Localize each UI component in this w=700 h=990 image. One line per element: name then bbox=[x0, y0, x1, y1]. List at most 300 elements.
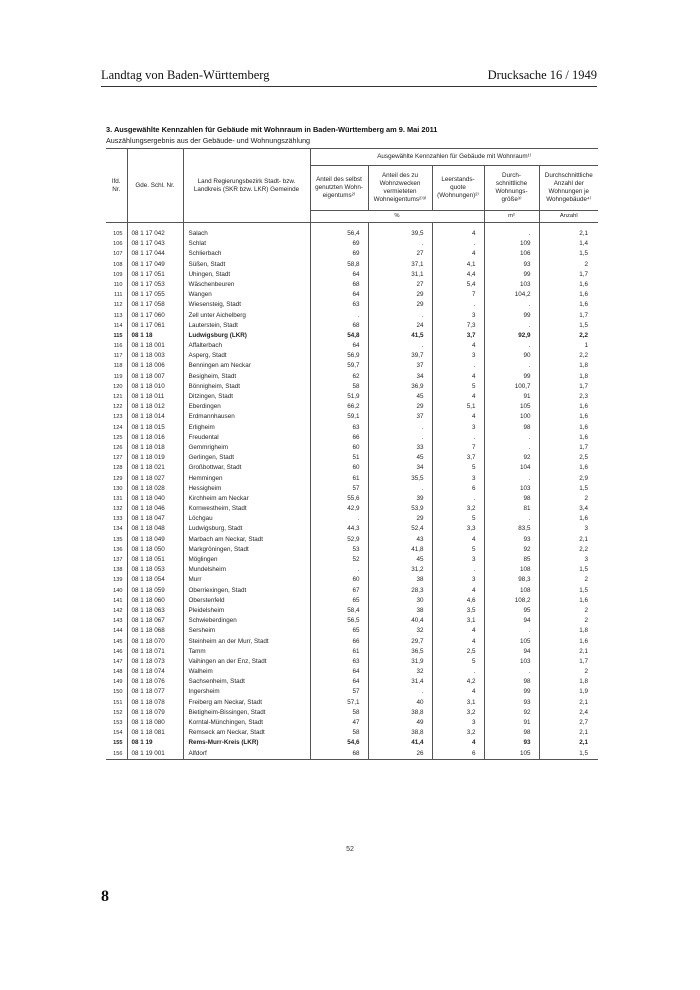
cell-avg-size: 108,2 bbox=[484, 596, 539, 606]
cell-owner-occupied: 63 bbox=[310, 300, 368, 310]
cell-gemeinde-code: 08 1 17 058 bbox=[127, 300, 183, 310]
cell-gemeinde-code: 08 1 18 001 bbox=[127, 341, 183, 351]
cell-gemeinde-code: 08 1 18 016 bbox=[127, 433, 183, 443]
cell-avg-size: 93 bbox=[484, 535, 539, 545]
statistics-table bbox=[106, 148, 598, 760]
cell-gemeinde-code: 08 1 17 044 bbox=[127, 249, 183, 259]
cell-avg-size: 94 bbox=[484, 647, 539, 657]
cell-vacancy-rate: 4 bbox=[432, 341, 484, 351]
cell-avg-units: 1,7 bbox=[579, 657, 589, 665]
cell-gemeinde-code: 08 1 18 078 bbox=[127, 698, 183, 708]
cell-owner-occupied: 59,7 bbox=[310, 361, 368, 371]
cell-gemeinde-code: 08 1 18 049 bbox=[127, 535, 183, 545]
cell-owner-occupied: 69 bbox=[310, 249, 368, 259]
cell-owner-occupied: 64 bbox=[310, 270, 368, 280]
cell-vacancy-rate: 3,2 bbox=[432, 708, 484, 718]
cell-gemeinde-code: 08 1 18 006 bbox=[127, 361, 183, 371]
cell-owner-occupied: . bbox=[310, 565, 368, 575]
cell-lfd-nr: 117 bbox=[106, 351, 127, 361]
cell-avg-units: 2,9 bbox=[579, 474, 589, 482]
cell-gemeinde-code: 08 1 18 053 bbox=[127, 565, 183, 575]
cell-owner-occupied: 52,9 bbox=[310, 535, 368, 545]
cell-vacancy-rate: 3 bbox=[432, 311, 484, 321]
cell-rented-property: 34 bbox=[368, 463, 432, 473]
cell-rented-property: 31,1 bbox=[368, 270, 432, 280]
cell-region-name: Steinheim an der Murr, Stadt bbox=[183, 637, 310, 647]
cell-avg-size: . bbox=[484, 361, 539, 371]
cell-rented-property: 45 bbox=[368, 453, 432, 463]
cell-gemeinde-code: 08 1 18 027 bbox=[127, 474, 183, 484]
cell-owner-occupied: 54,6 bbox=[310, 738, 368, 748]
cell-gemeinde-code: 08 1 18 018 bbox=[127, 443, 183, 453]
table-row bbox=[106, 300, 598, 310]
cell-vacancy-rate: 4 bbox=[432, 412, 484, 422]
cell-owner-occupied: 60 bbox=[310, 443, 368, 453]
cell-vacancy-rate: . bbox=[432, 565, 484, 575]
cell-vacancy-rate: 5,1 bbox=[432, 402, 484, 412]
cell-avg-size: . bbox=[484, 443, 539, 453]
side-page-number: 8 bbox=[101, 888, 109, 905]
cell-vacancy-rate: 3,1 bbox=[432, 698, 484, 708]
header-vacancy-rate: Leerstands- quote (Wohnungen)²⁾ bbox=[432, 166, 484, 211]
cell-region-name: Löchgau bbox=[183, 514, 310, 524]
cell-avg-size: 100,7 bbox=[484, 382, 539, 392]
cell-lfd-nr: 136 bbox=[106, 545, 127, 555]
cell-vacancy-rate: 2,5 bbox=[432, 647, 484, 657]
table-row bbox=[106, 321, 598, 331]
cell-lfd-nr: 124 bbox=[106, 423, 127, 433]
table-row bbox=[106, 494, 598, 504]
cell-lfd-nr: 138 bbox=[106, 565, 127, 575]
cell-rented-property: 53,9 bbox=[368, 504, 432, 514]
cell-avg-units: 1,8 bbox=[579, 372, 589, 380]
cell-gemeinde-code: 08 1 18 012 bbox=[127, 402, 183, 412]
cell-rented-property: 40 bbox=[368, 698, 432, 708]
cell-avg-units: 1,6 bbox=[579, 291, 589, 299]
table-row bbox=[106, 351, 598, 361]
cell-region-name: Wiesensteig, Stadt bbox=[183, 300, 310, 310]
cell-avg-units: 2 bbox=[584, 668, 589, 676]
cell-lfd-nr: 132 bbox=[106, 504, 127, 514]
table-row bbox=[106, 626, 598, 636]
cell-lfd-nr: 119 bbox=[106, 372, 127, 382]
header-gde-schl-nr: Gde. Schl. Nr. bbox=[127, 149, 183, 223]
cell-vacancy-rate: . bbox=[432, 300, 484, 310]
cell-gemeinde-code: 08 1 18 021 bbox=[127, 463, 183, 473]
cell-avg-size: 99 bbox=[484, 372, 539, 382]
cell-region-name: Süßen, Stadt bbox=[183, 260, 310, 270]
table-row bbox=[106, 423, 598, 433]
cell-avg-size: 85 bbox=[484, 555, 539, 565]
cell-rented-property: . bbox=[368, 433, 432, 443]
cell-owner-occupied: 56,9 bbox=[310, 351, 368, 361]
cell-lfd-nr: 116 bbox=[106, 341, 127, 351]
header-rule bbox=[101, 86, 597, 87]
cell-avg-units: 2 bbox=[584, 260, 589, 268]
cell-lfd-nr: 107 bbox=[106, 249, 127, 259]
cell-lfd-nr: 115 bbox=[106, 331, 127, 341]
cell-gemeinde-code: 08 1 18 040 bbox=[127, 494, 183, 504]
cell-avg-units: 1,5 bbox=[579, 321, 589, 329]
cell-rented-property: 39 bbox=[368, 494, 432, 504]
cell-avg-size: . bbox=[484, 433, 539, 443]
cell-avg-units: 2,1 bbox=[579, 230, 589, 237]
table-row bbox=[106, 280, 598, 290]
cell-rented-property: 29 bbox=[368, 290, 432, 300]
cell-rented-property: 29 bbox=[368, 514, 432, 524]
cell-rented-property: . bbox=[368, 484, 432, 494]
cell-vacancy-rate: 4 bbox=[432, 738, 484, 748]
table-head bbox=[106, 149, 598, 223]
cell-lfd-nr: 148 bbox=[106, 667, 127, 677]
table-row bbox=[106, 443, 598, 453]
cell-gemeinde-code: 08 1 17 043 bbox=[127, 239, 183, 249]
cell-gemeinde-code: 08 1 18 080 bbox=[127, 718, 183, 728]
table-row bbox=[106, 677, 598, 687]
cell-rented-property: 45 bbox=[368, 392, 432, 402]
cell-avg-units: 2,3 bbox=[579, 393, 589, 400]
cell-rented-property: . bbox=[368, 423, 432, 433]
cell-vacancy-rate: 4 bbox=[432, 372, 484, 382]
cell-gemeinde-code: 08 1 18 014 bbox=[127, 412, 183, 422]
cell-region-name: Gerlingen, Stadt bbox=[183, 453, 310, 463]
cell-lfd-nr: 118 bbox=[106, 361, 127, 371]
cell-owner-occupied: 53 bbox=[310, 545, 368, 555]
cell-region-name: Freiberg am Neckar, Stadt bbox=[183, 698, 310, 708]
cell-vacancy-rate: 3 bbox=[432, 351, 484, 361]
cell-vacancy-rate: 3,5 bbox=[432, 606, 484, 616]
cell-region-name: Wäschenbeuren bbox=[183, 280, 310, 290]
cell-region-name: Zell unter Aichelberg bbox=[183, 311, 310, 321]
cell-gemeinde-code: 08 1 18 059 bbox=[127, 586, 183, 596]
cell-gemeinde-code: 08 1 18 011 bbox=[127, 392, 183, 402]
cell-rented-property: 39,7 bbox=[368, 351, 432, 361]
table-row bbox=[106, 606, 598, 616]
cell-avg-size: 91 bbox=[484, 392, 539, 402]
cell-gemeinde-code: 08 1 18 074 bbox=[127, 667, 183, 677]
table-row bbox=[106, 575, 598, 585]
cell-avg-size: . bbox=[484, 223, 539, 240]
cell-avg-units: 1,5 bbox=[579, 566, 589, 574]
cell-avg-size: 93 bbox=[484, 698, 539, 708]
cell-lfd-nr: 112 bbox=[106, 300, 127, 310]
cell-owner-occupied: 58,8 bbox=[310, 260, 368, 270]
table-row bbox=[106, 223, 598, 240]
cell-region-name: Wangen bbox=[183, 290, 310, 300]
cell-avg-units: 3 bbox=[584, 525, 589, 533]
cell-avg-size: 90 bbox=[484, 351, 539, 361]
cell-gemeinde-code: 08 1 17 049 bbox=[127, 260, 183, 270]
cell-rented-property: 39,5 bbox=[368, 223, 432, 240]
cell-vacancy-rate: 4,1 bbox=[432, 260, 484, 270]
cell-owner-occupied: 57,1 bbox=[310, 698, 368, 708]
cell-rented-property: 26 bbox=[368, 749, 432, 760]
table-title: 3. Ausgewählte Kennzahlen für Gebäude mit Wohnraum in Baden-Württemberg am 9. Mai 2011 bbox=[106, 125, 438, 134]
cell-owner-occupied: 61 bbox=[310, 647, 368, 657]
table-row bbox=[106, 749, 598, 760]
cell-lfd-nr: 144 bbox=[106, 626, 127, 636]
cell-rented-property: 29 bbox=[368, 300, 432, 310]
cell-owner-occupied: 56,5 bbox=[310, 616, 368, 626]
cell-rented-property: 31,4 bbox=[368, 677, 432, 687]
cell-avg-units: 3 bbox=[584, 556, 589, 563]
cell-owner-occupied: 66 bbox=[310, 433, 368, 443]
cell-region-name: Besigheim, Stadt bbox=[183, 372, 310, 382]
cell-avg-units: 1,6 bbox=[579, 464, 589, 472]
cell-gemeinde-code: 08 1 18 067 bbox=[127, 616, 183, 626]
cell-owner-occupied: 42,9 bbox=[310, 504, 368, 514]
cell-lfd-nr: 108 bbox=[106, 260, 127, 270]
cell-avg-size: 98 bbox=[484, 728, 539, 738]
table-row bbox=[106, 565, 598, 575]
cell-avg-units: 2,1 bbox=[579, 739, 589, 747]
cell-avg-units: 1,7 bbox=[579, 270, 589, 278]
cell-avg-units: 1,5 bbox=[579, 586, 589, 594]
statistics-table-wrapper bbox=[106, 148, 598, 760]
cell-avg-units: 1,6 bbox=[579, 637, 589, 645]
cell-avg-size: 100 bbox=[484, 412, 539, 422]
cell-vacancy-rate: 4 bbox=[432, 626, 484, 636]
table-row bbox=[106, 616, 598, 626]
cell-avg-size: 103 bbox=[484, 280, 539, 290]
cell-region-name: Bietigheim-Bissingen, Stadt bbox=[183, 708, 310, 718]
cell-lfd-nr: 150 bbox=[106, 687, 127, 697]
table-row bbox=[106, 596, 598, 606]
cell-avg-units: 1,6 bbox=[579, 423, 589, 431]
cell-lfd-nr: 135 bbox=[106, 535, 127, 545]
cell-gemeinde-code: 08 1 18 076 bbox=[127, 677, 183, 687]
cell-gemeinde-code: 08 1 18 015 bbox=[127, 423, 183, 433]
cell-gemeinde-code: 08 1 19 bbox=[127, 738, 183, 748]
cell-avg-size: 105 bbox=[484, 637, 539, 647]
cell-gemeinde-code: 08 1 17 055 bbox=[127, 290, 183, 300]
cell-lfd-nr: 154 bbox=[106, 728, 127, 738]
cell-region-name: Freudental bbox=[183, 433, 310, 443]
cell-vacancy-rate: 4 bbox=[432, 687, 484, 697]
cell-gemeinde-code: 08 1 17 042 bbox=[127, 223, 183, 240]
cell-gemeinde-code: 08 1 18 046 bbox=[127, 504, 183, 514]
cell-owner-occupied: 68 bbox=[310, 321, 368, 331]
cell-region-name: Murr bbox=[183, 575, 310, 585]
cell-avg-size: 94 bbox=[484, 616, 539, 626]
cell-owner-occupied: 51,9 bbox=[310, 392, 368, 402]
cell-lfd-nr: 156 bbox=[106, 749, 127, 760]
cell-rented-property: 38 bbox=[368, 575, 432, 585]
cell-region-name: Bönnigheim, Stadt bbox=[183, 382, 310, 392]
cell-owner-occupied: 66 bbox=[310, 637, 368, 647]
cell-rented-property: 32 bbox=[368, 667, 432, 677]
cell-avg-size: 106 bbox=[484, 249, 539, 259]
header-avg-units: Durchschnittliche Anzahl der Wohnungen je Wohngebäude⁴⁾ bbox=[539, 166, 598, 211]
table-row bbox=[106, 514, 598, 524]
cell-rented-property: 28,3 bbox=[368, 586, 432, 596]
cell-lfd-nr: 113 bbox=[106, 311, 127, 321]
cell-avg-units: 1,9 bbox=[579, 688, 589, 696]
cell-owner-occupied: 61 bbox=[310, 474, 368, 484]
cell-lfd-nr: 137 bbox=[106, 555, 127, 565]
cell-owner-occupied: 60 bbox=[310, 463, 368, 473]
cell-avg-units: 3,4 bbox=[579, 505, 589, 513]
cell-owner-occupied: 58 bbox=[310, 382, 368, 392]
cell-avg-units: 1,6 bbox=[579, 433, 589, 441]
table-row bbox=[106, 402, 598, 412]
cell-vacancy-rate: 5 bbox=[432, 514, 484, 524]
cell-vacancy-rate: 4,6 bbox=[432, 596, 484, 606]
header-avg-size: Durch- schnittliche Wohnungs- größe³⁾ bbox=[484, 166, 539, 211]
cell-owner-occupied: 65 bbox=[310, 596, 368, 606]
cell-owner-occupied: 44,3 bbox=[310, 524, 368, 534]
cell-owner-occupied: 67 bbox=[310, 586, 368, 596]
cell-avg-size: 92 bbox=[484, 708, 539, 718]
cell-vacancy-rate: 6 bbox=[432, 749, 484, 760]
cell-vacancy-rate: 4 bbox=[432, 392, 484, 402]
cell-rented-property: . bbox=[368, 687, 432, 697]
cell-avg-units: 2,5 bbox=[579, 454, 589, 462]
table-row bbox=[106, 504, 598, 514]
header-right: Drucksache 16 / 1949 bbox=[487, 68, 597, 82]
cell-avg-units: 2,2 bbox=[579, 352, 589, 360]
cell-vacancy-rate: 3 bbox=[432, 474, 484, 484]
unit-square-meters: m² bbox=[484, 211, 539, 223]
cell-vacancy-rate: 3 bbox=[432, 555, 484, 565]
cell-avg-units: 1,6 bbox=[579, 413, 589, 421]
table-row bbox=[106, 382, 598, 392]
cell-rented-property: 41,8 bbox=[368, 545, 432, 555]
cell-region-name: Hessigheim bbox=[183, 484, 310, 494]
cell-region-name: Lauterstein, Stadt bbox=[183, 321, 310, 331]
cell-avg-units: 1,6 bbox=[579, 301, 589, 309]
cell-owner-occupied: 57 bbox=[310, 687, 368, 697]
cell-vacancy-rate: 5 bbox=[432, 545, 484, 555]
cell-region-name: Schlierbach bbox=[183, 249, 310, 259]
cell-vacancy-rate: 3,1 bbox=[432, 616, 484, 626]
table-row bbox=[106, 657, 598, 667]
cell-lfd-nr: 131 bbox=[106, 494, 127, 504]
cell-region-name: Vaihingen an der Enz, Stadt bbox=[183, 657, 310, 667]
cell-gemeinde-code: 08 1 18 081 bbox=[127, 728, 183, 738]
cell-gemeinde-code: 08 1 19 001 bbox=[127, 749, 183, 760]
cell-lfd-nr: 110 bbox=[106, 280, 127, 290]
cell-avg-size: 92 bbox=[484, 545, 539, 555]
cell-rented-property: 36,9 bbox=[368, 382, 432, 392]
cell-owner-occupied: 64 bbox=[310, 667, 368, 677]
cell-region-name: Marbach am Neckar, Stadt bbox=[183, 535, 310, 545]
cell-avg-size: . bbox=[484, 514, 539, 524]
cell-gemeinde-code: 08 1 18 073 bbox=[127, 657, 183, 667]
cell-lfd-nr: 151 bbox=[106, 698, 127, 708]
cell-avg-size: 98 bbox=[484, 677, 539, 687]
cell-avg-units: 2,7 bbox=[579, 719, 589, 726]
cell-vacancy-rate: 7 bbox=[432, 443, 484, 453]
cell-avg-units: 1 bbox=[584, 342, 589, 350]
cell-avg-units: 2,4 bbox=[579, 708, 589, 716]
cell-avg-size: 92,9 bbox=[484, 331, 539, 341]
cell-lfd-nr: 153 bbox=[106, 718, 127, 728]
cell-gemeinde-code: 08 1 17 061 bbox=[127, 321, 183, 331]
cell-avg-size: . bbox=[484, 321, 539, 331]
cell-region-name: Möglingen bbox=[183, 555, 310, 565]
cell-avg-size: 92 bbox=[484, 453, 539, 463]
cell-gemeinde-code: 08 1 17 060 bbox=[127, 311, 183, 321]
cell-avg-units: 2,1 bbox=[579, 535, 589, 543]
cell-avg-units: 1,7 bbox=[579, 443, 589, 451]
cell-vacancy-rate: 4,2 bbox=[432, 677, 484, 687]
cell-rented-property: 40,4 bbox=[368, 616, 432, 626]
cell-vacancy-rate: 4 bbox=[432, 249, 484, 259]
cell-region-name: Eberdingen bbox=[183, 402, 310, 412]
cell-lfd-nr: 143 bbox=[106, 616, 127, 626]
cell-avg-size: . bbox=[484, 626, 539, 636]
cell-avg-size: . bbox=[484, 474, 539, 484]
header-left: Landtag von Baden-Württemberg bbox=[101, 68, 270, 82]
cell-gemeinde-code: 08 1 17 051 bbox=[127, 270, 183, 280]
cell-rented-property: 27 bbox=[368, 249, 432, 259]
page-header bbox=[101, 68, 597, 83]
cell-owner-occupied: 58 bbox=[310, 728, 368, 738]
cell-avg-size: 105 bbox=[484, 749, 539, 760]
table-row bbox=[106, 586, 598, 596]
cell-avg-size: 99 bbox=[484, 311, 539, 321]
cell-region-name: Sachsenheim, Stadt bbox=[183, 677, 310, 687]
cell-lfd-nr: 111 bbox=[106, 290, 127, 300]
cell-rented-property: 38,8 bbox=[368, 728, 432, 738]
cell-gemeinde-code: 08 1 18 047 bbox=[127, 514, 183, 524]
cell-owner-occupied: 58 bbox=[310, 708, 368, 718]
cell-vacancy-rate: 6 bbox=[432, 484, 484, 494]
cell-avg-units: 1,5 bbox=[579, 484, 589, 492]
cell-owner-occupied: 69 bbox=[310, 239, 368, 249]
cell-vacancy-rate: 3 bbox=[432, 423, 484, 433]
table-row bbox=[106, 667, 598, 677]
cell-region-name: Alfdorf bbox=[183, 749, 310, 760]
cell-region-name: Asperg, Stadt bbox=[183, 351, 310, 361]
cell-gemeinde-code: 08 1 18 051 bbox=[127, 555, 183, 565]
cell-region-name: Erdmannhausen bbox=[183, 412, 310, 422]
header-rented-property: Anteil des zu Wohnzwecken vermieteten Wohneigentums²⁾³⁾ bbox=[368, 166, 432, 211]
cell-lfd-nr: 126 bbox=[106, 443, 127, 453]
table-row bbox=[106, 239, 598, 249]
cell-region-name: Ludwigsburg, Stadt bbox=[183, 524, 310, 534]
cell-gemeinde-code: 08 1 18 060 bbox=[127, 596, 183, 606]
cell-rented-property: 45 bbox=[368, 555, 432, 565]
cell-lfd-nr: 127 bbox=[106, 453, 127, 463]
cell-region-name: Oberstenfeld bbox=[183, 596, 310, 606]
cell-avg-units: 2 bbox=[584, 576, 589, 584]
cell-avg-units: 2,1 bbox=[579, 698, 589, 706]
cell-avg-units: 2,2 bbox=[579, 331, 589, 339]
table-row bbox=[106, 647, 598, 657]
cell-avg-size: . bbox=[484, 667, 539, 677]
cell-vacancy-rate: 4 bbox=[432, 535, 484, 545]
cell-lfd-nr: 114 bbox=[106, 321, 127, 331]
cell-avg-size: 108 bbox=[484, 586, 539, 596]
cell-gemeinde-code: 08 1 18 050 bbox=[127, 545, 183, 555]
cell-rented-property: 34 bbox=[368, 372, 432, 382]
cell-avg-units: 2,2 bbox=[579, 545, 589, 553]
cell-vacancy-rate: 3,2 bbox=[432, 504, 484, 514]
table-row bbox=[106, 270, 598, 280]
cell-owner-occupied: 57 bbox=[310, 484, 368, 494]
cell-lfd-nr: 146 bbox=[106, 647, 127, 657]
cell-rented-property: 41,5 bbox=[368, 331, 432, 341]
cell-avg-size: 83,5 bbox=[484, 524, 539, 534]
cell-lfd-nr: 129 bbox=[106, 474, 127, 484]
cell-lfd-nr: 142 bbox=[106, 606, 127, 616]
cell-rented-property: 31,2 bbox=[368, 565, 432, 575]
cell-region-name: Gemmrigheim bbox=[183, 443, 310, 453]
cell-rented-property: . bbox=[368, 341, 432, 351]
cell-owner-occupied: 59,1 bbox=[310, 412, 368, 422]
